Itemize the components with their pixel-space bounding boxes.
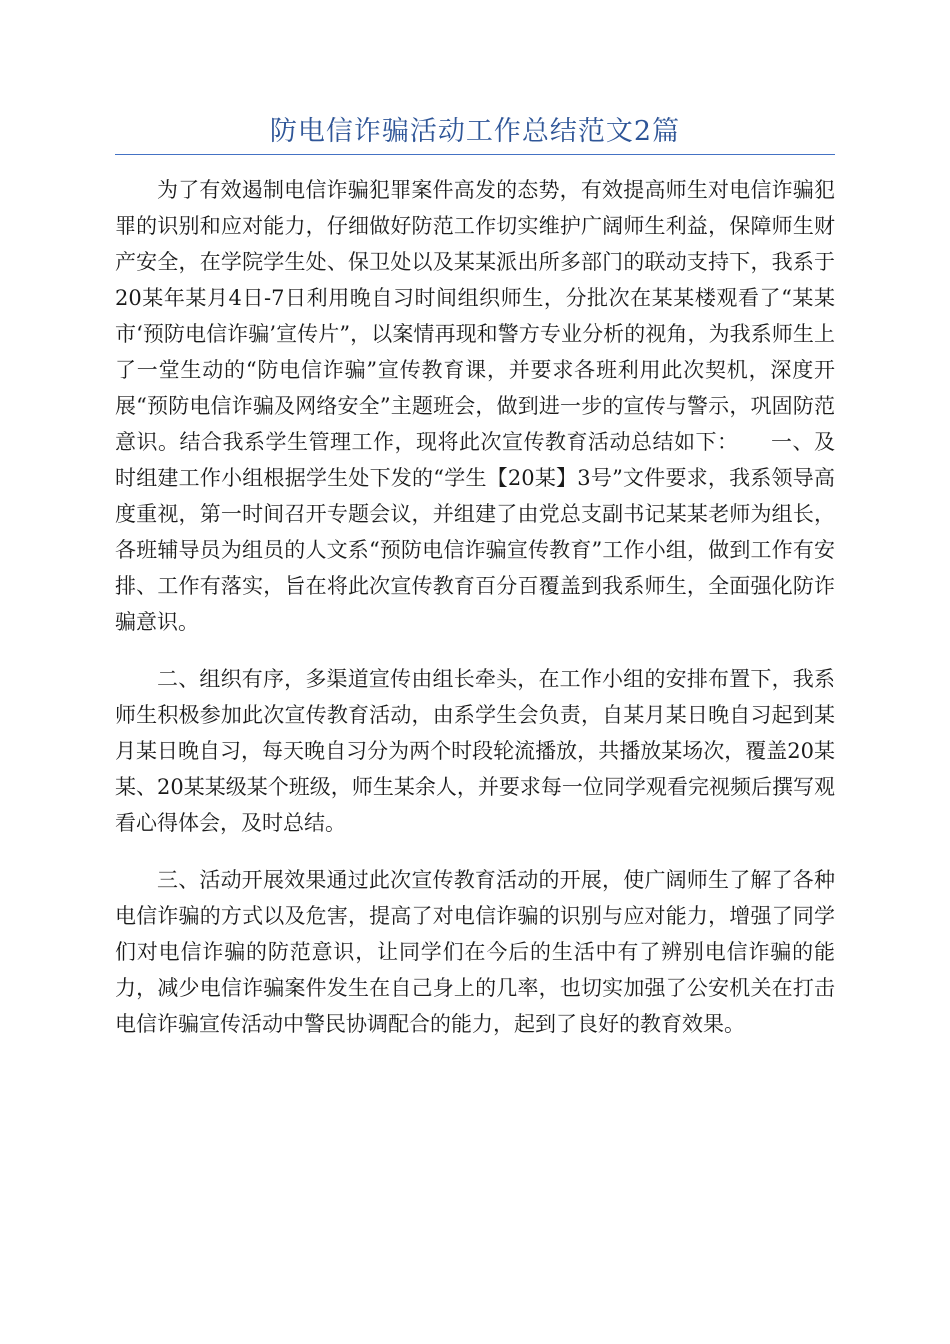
document-body: [115, 172, 835, 1063]
title-underline: [115, 154, 835, 155]
paragraph-section-3: 三、活动开展效果通过此次宣传教育活动的开展，使广阔师生了解了各种电信诈骗的方式以及危害，提高了对电信诈骗的识别与应对能力，增强了同学们对电信诈骗的防范意识，让同学们在今后的生活中有了辨别电信诈骗的能力，减少电信诈骗案件发生在自己身上的几率，也切实加强了公安机关在打击电信诈骗宣传活动中警民协调配合的能力，起到了良好的教育效果。: [115, 868, 835, 1036]
paragraph-intro: 为了有效遏制电信诈骗犯罪案件高发的态势，有效提高师生对电信诈骗犯罪的识别和应对能力，仔细做好防范工作切实维护广阔师生利益，保障师生财产安全，在学院学生处、保卫处以及某某派出所多部门的联动支持下，我系于20某年某月4日-7日利用晚自习时间组织师生，分批次在某某楼观看了“某某市‘预防电信诈骗’宣传片”，以案情再现和警方专业分析的视角，为我系师生上了一堂生动的“防电信诈骗”宣传教育课，并要求各班利用此次契机，深度开展“预防电信诈骗及网络安全”主题班会，做到进一步的宣传与警示，巩固防范意识。结合我系学生管理工作，现将此次宣传教育活动总结如下： 一、及时组建工作小组根据学生处下发的“学生【20某】3号”文件要求，我系领导高度重视，第一时间召开专题会议，并组建了由党总支副书记某某老师为组长，各班辅导员为组员的人文系“预防电信诈骗宣传教育”工作小组，做到工作有安排、工作有落实，旨在将此次宣传教育百分百覆盖到我系师生，全面强化防诈骗意识。: [115, 178, 835, 634]
document-title: 防电信诈骗活动工作总结范文2篇: [269, 116, 681, 147]
paragraph-section-2: 二、组织有序，多渠道宣传由组长牵头，在工作小组的安排布置下，我系师生积极参加此次宣传教育活动，由系学生会负责，自某月某日晚自习起到某月某日晚自习，每天晚自习分为两个时段轮流播放，共播放某场次，覆盖20某某、20某某级某个班级，师生某余人，并要求每一位同学观看完视频后撰写观看心得体会，及时总结。: [115, 667, 835, 835]
